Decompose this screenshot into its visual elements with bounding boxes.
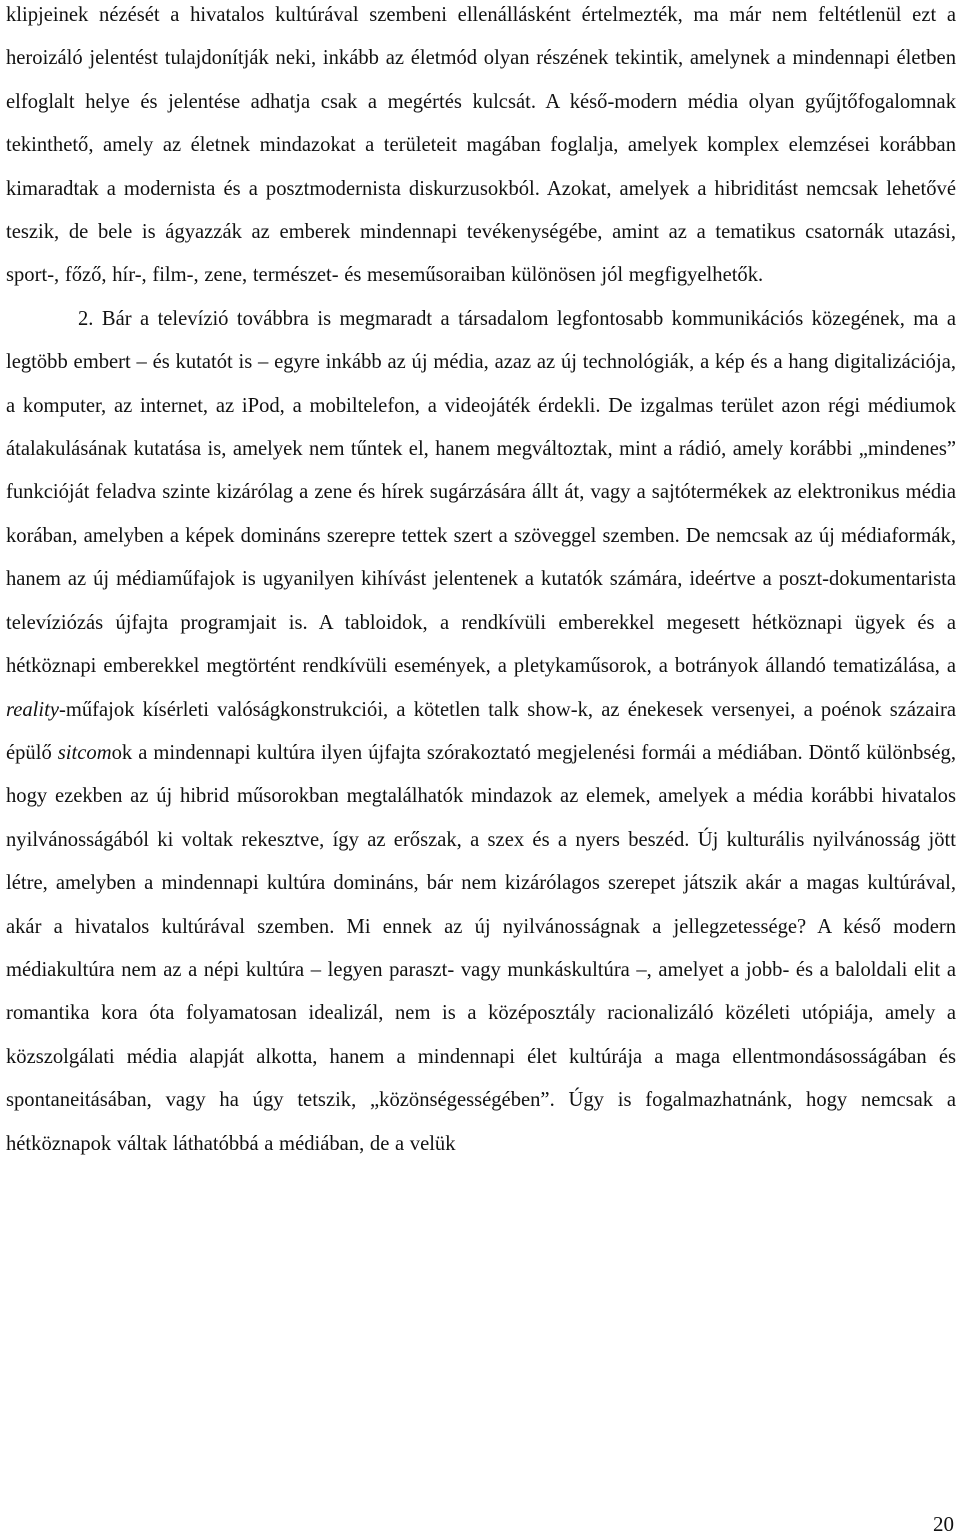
- italic-term-reality: reality: [6, 698, 59, 721]
- paragraph-1-text: klipjeinek nézését a hivatalos kultúrával szembeni ellenállásként értelmezték, ma már nem feltétlenül ezt a heroizáló jelentést tulajdonítják neki, inkább az életmód olyan részének tekintik, amelynek a mindennapi életben elfoglalt helye és jelentése adhatja csak a megértés kulcsát. A késő-modern média olyan gyűjtőfogalomnak tekinthető, amely az életnek mindazokat a területeit magában foglalja, amelyek komplex elemzései korábban kimaradtak a modernista és a posztmodernista diskurzusokból. Azokat, amelyek a hibriditást nemcsak lehetővé teszik, de bele is ágyazzák az emberek mindennapi tevékenységébe, amint az a tematikus csatornák utazási, sport-, főző, hír-, film-, zene, természet- és meseműsoraiban különösen jól megfigyelhetők.: [6, 4, 956, 287]
- document-page: [6, 0, 956, 1166]
- paragraph-2-text-a: 2. Bár a televízió továbbra is megmaradt a társadalom legfontosabb kommunikációs közegének, ma a legtöbb embert – és kutatót is – egyre inkább az új média, azaz az új technológiák, a kép és a hang digitalizációja, a komputer, az internet, az iPod, a mobiltelefon, a videojáték érdekli. De izgalmas terület azon régi médiumok átalakulásának kutatása is, amelyek nem tűntek el, hanem megváltoztak, mint a rádió, amely korábbi „mindenes” funkcióját feladva szinte kizárólag a zene és hírek sugárzására állt át, vagy a sajtótermékek az elektronikus média korában, amelyben a képek domináns szerepre tettek szert a szöveggel szemben. De nemcsak az új médiaformák, hanem az új médiaműfajok is ugyanilyen kihívást jelentenek a kutatók számára, ideértve a poszt-dokumentarista televíziózás újfajta programjait is. A tabloidok, a rendkívüli emberekkel megesett hétköznapi ügyek és a hétköznapi emberekkel megtörtént rendkívüli események, a pletykaműsorok, a botrányok állandó tematizálása, a: [6, 307, 956, 678]
- paragraph-2: [6, 298, 956, 1166]
- paragraph-1: [6, 0, 956, 298]
- italic-term-sitcom: sitcom: [57, 741, 112, 764]
- paragraph-2-text-c: ok a mindennapi kultúra ilyen újfajta szórakoztató megjelenési formái a médiában. Döntő különbség, hogy ezekben az új hibrid műsorokban megtalálhatók mindazok az elemek, amelyek a média korábbi hivatalos nyilvánosságából ki voltak rekesztve, így az erőszak, a szex és a nyers beszéd. Új kulturális nyilvánosság jött létre, amelyben a mindennapi kultúra domináns, bár nem kizárólagos szerepet játszik akár a magas kultúrával, akár a hivatalos kultúrával szemben. Mi ennek az új nyilvánosságnak a jellegzetessége? A késő modern médiakultúra nem az a népi kultúra – legyen paraszt- vagy munkáskultúra –, amelyet a jobb- és a baloldali elit a romantika kora óta folyamatosan idealizál, nem is a középosztály racionalizáló közéleti utópiája, amely a közszolgálati média alapját alkotta, hanem a mindennapi élet kultúrája a maga ellentmondásosságában és spontaneitásában, vagy ha úgy tetszik, „közönségességében”. Úgy is fogalmazhatnánk, hogy nemcsak a hétköznapok váltak láthatóbbá a médiában, de a velük: [6, 741, 957, 1155]
- paragraph-2-text-b: -műfajok kísérleti valóságkonstrukciói, a kötetlen talk show-k, az énekesek versenyei, a poénok százaira épülő: [6, 698, 956, 764]
- page-number: 20: [933, 1512, 954, 1536]
